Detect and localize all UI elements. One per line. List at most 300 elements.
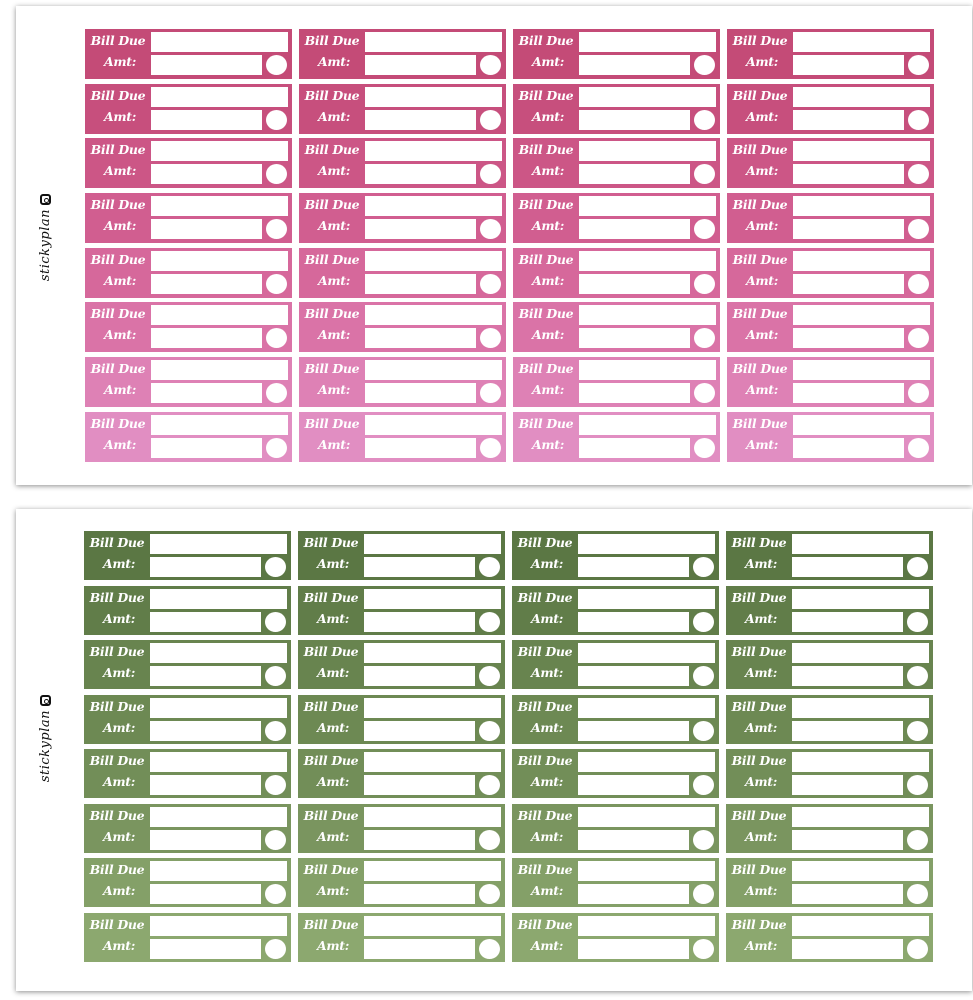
amount-label: Amt: [102, 719, 136, 735]
bill-due-label: Bill Due [90, 415, 146, 431]
paid-checkbox-circle [908, 274, 929, 294]
bill-due-sticker [513, 248, 720, 298]
paid-checkbox-circle [693, 612, 714, 632]
amount-label: Amt: [531, 382, 565, 398]
bill-due-label: Bill Due [89, 535, 145, 550]
paid-checkbox-circle [694, 274, 715, 294]
bill-due-blank [150, 807, 287, 827]
bill-due-blank [365, 32, 502, 52]
bill-due-blank [793, 87, 930, 107]
paid-checkbox-circle [480, 110, 501, 130]
amount-label: Amt: [744, 719, 778, 735]
amount-blank [364, 666, 475, 686]
amount-label: Amt: [317, 327, 351, 343]
bill-due-blank [365, 415, 502, 435]
amount-blank [579, 274, 690, 294]
bill-due-blank [578, 698, 715, 718]
bill-due-sticker [727, 412, 934, 462]
bill-due-sticker [726, 858, 933, 907]
amount-blank [792, 775, 903, 795]
bill-due-label: Bill Due [304, 361, 360, 377]
paid-checkbox-circle [694, 383, 715, 403]
paid-checkbox-circle [907, 721, 928, 741]
bill-due-label: Bill Due [731, 753, 787, 768]
amount-blank [579, 110, 690, 130]
bill-due-label: Bill Due [304, 197, 360, 213]
bill-due-label: Bill Due [304, 415, 360, 431]
amount-label: Amt: [317, 54, 351, 69]
paid-checkbox-circle [908, 110, 929, 130]
bill-due-label: Bill Due [732, 197, 788, 213]
bill-due-label: Bill Due [518, 361, 574, 377]
amount-label: Amt: [102, 937, 136, 953]
amount-label: Amt: [317, 163, 351, 179]
bill-due-label: Bill Due [732, 142, 788, 158]
amount-label: Amt: [102, 828, 136, 844]
amount-blank [151, 110, 262, 130]
amount-label: Amt: [745, 163, 779, 179]
bill-due-sticker [727, 302, 934, 352]
amount-blank [364, 830, 475, 850]
bill-due-blank [578, 643, 715, 663]
bill-due-label: Bill Due [89, 862, 145, 877]
bill-due-label: Bill Due [303, 535, 359, 550]
bill-due-label: Bill Due [518, 306, 574, 322]
bill-due-blank [150, 534, 287, 554]
paid-checkbox-circle [694, 55, 715, 75]
bill-due-sticker [84, 804, 291, 853]
amount-blank [151, 274, 262, 294]
bill-due-blank [364, 534, 501, 554]
bill-due-blank [792, 643, 929, 663]
bill-due-sticker [726, 913, 933, 962]
bill-due-sticker [85, 138, 292, 188]
amount-blank [578, 557, 689, 577]
bill-due-label: Bill Due [517, 807, 573, 823]
bill-due-blank [792, 807, 929, 827]
amount-label: Amt: [745, 382, 779, 398]
bill-due-label: Bill Due [517, 535, 573, 550]
amount-label: Amt: [102, 556, 136, 571]
bill-due-label: Bill Due [732, 361, 788, 377]
paid-checkbox-circle [694, 110, 715, 130]
bill-due-label: Bill Due [517, 644, 573, 659]
bill-due-sticker [727, 357, 934, 407]
sticker-grid [85, 29, 934, 462]
amount-label: Amt: [531, 54, 565, 69]
paid-checkbox-circle [479, 612, 500, 632]
bill-due-blank [578, 534, 715, 554]
bill-due-sticker [727, 193, 934, 243]
paid-checkbox-circle [480, 438, 501, 458]
bill-due-sticker [513, 302, 720, 352]
amount-blank [792, 666, 903, 686]
bill-due-blank [150, 752, 287, 772]
bill-due-sticker [727, 29, 934, 79]
brand-logo [34, 194, 56, 281]
amount-blank [578, 775, 689, 795]
bill-due-blank [364, 643, 501, 663]
amount-label: Amt: [531, 108, 565, 124]
amount-blank [150, 830, 261, 850]
bill-due-sticker [299, 138, 506, 188]
bill-due-sticker [726, 531, 933, 580]
bill-due-label: Bill Due [731, 535, 787, 550]
bill-due-sticker [512, 640, 719, 689]
paid-checkbox-circle [479, 666, 500, 686]
bill-due-sticker [299, 302, 506, 352]
amount-blank [365, 164, 476, 184]
bill-due-sticker [512, 586, 719, 635]
bill-due-label: Bill Due [89, 698, 145, 714]
bill-due-label: Bill Due [304, 142, 360, 158]
bill-due-blank [364, 752, 501, 772]
bill-due-sticker [513, 412, 720, 462]
bill-due-sticker [84, 640, 291, 689]
amount-label: Amt: [531, 327, 565, 343]
paid-checkbox-circle [907, 612, 928, 632]
bill-due-label: Bill Due [90, 306, 146, 322]
bill-due-sticker [298, 913, 505, 962]
bill-due-blank [578, 807, 715, 827]
bill-due-label: Bill Due [90, 251, 146, 267]
bill-due-sticker [298, 749, 505, 798]
instagram-icon [40, 194, 51, 205]
bill-due-blank [579, 87, 716, 107]
bill-due-blank [365, 141, 502, 161]
bill-due-blank [150, 589, 287, 609]
brand-name: stickyplan [37, 710, 53, 783]
bill-due-blank [793, 196, 930, 216]
bill-due-blank [150, 861, 287, 881]
bill-due-label: Bill Due [89, 753, 145, 768]
bill-due-sticker [512, 858, 719, 907]
amount-blank [579, 328, 690, 348]
bill-due-label: Bill Due [732, 33, 788, 48]
amount-label: Amt: [317, 218, 351, 234]
bill-due-label: Bill Due [731, 916, 787, 932]
paid-checkbox-circle [693, 830, 714, 850]
paid-checkbox-circle [693, 721, 714, 741]
bill-due-label: Bill Due [303, 862, 359, 877]
paid-checkbox-circle [908, 438, 929, 458]
paid-checkbox-circle [265, 775, 286, 795]
bill-due-label: Bill Due [303, 916, 359, 932]
amount-blank [792, 721, 903, 741]
bill-due-blank [364, 807, 501, 827]
amount-blank [151, 383, 262, 403]
amount-label: Amt: [103, 163, 137, 179]
bill-due-blank [792, 534, 929, 554]
bill-due-label: Bill Due [517, 862, 573, 877]
bill-due-sticker [299, 193, 506, 243]
paid-checkbox-circle [908, 164, 929, 184]
bill-due-sticker [513, 29, 720, 79]
paid-checkbox-circle [265, 721, 286, 741]
paid-checkbox-circle [694, 438, 715, 458]
bill-due-blank [793, 415, 930, 435]
bill-due-blank [793, 251, 930, 271]
amount-blank [793, 438, 904, 458]
bill-due-blank [151, 141, 288, 161]
amount-blank [150, 612, 261, 632]
bill-due-label: Bill Due [517, 589, 573, 605]
bill-due-blank [579, 141, 716, 161]
amount-label: Amt: [530, 828, 564, 844]
paid-checkbox-circle [693, 666, 714, 686]
bill-due-sticker [84, 586, 291, 635]
amount-label: Amt: [744, 665, 778, 680]
paid-checkbox-circle [480, 55, 501, 75]
amount-blank [364, 939, 475, 959]
bill-due-blank [578, 752, 715, 772]
amount-label: Amt: [103, 327, 137, 343]
amount-blank [150, 721, 261, 741]
amount-blank [792, 884, 903, 904]
bill-due-blank [364, 861, 501, 881]
bill-due-label: Bill Due [518, 142, 574, 158]
bill-due-blank [364, 916, 501, 936]
bill-due-sticker [512, 531, 719, 580]
paid-checkbox-circle [480, 383, 501, 403]
bill-due-label: Bill Due [731, 589, 787, 605]
bill-due-sticker [726, 749, 933, 798]
paid-checkbox-circle [266, 219, 287, 239]
paid-checkbox-circle [693, 939, 714, 959]
paid-checkbox-circle [480, 328, 501, 348]
bill-due-label: Bill Due [90, 87, 146, 103]
amount-blank [578, 612, 689, 632]
paid-checkbox-circle [479, 557, 500, 577]
amount-blank [578, 666, 689, 686]
bill-due-label: Bill Due [518, 415, 574, 431]
bill-due-blank [365, 196, 502, 216]
bill-due-blank [579, 32, 716, 52]
bill-due-sticker [84, 749, 291, 798]
amount-blank [365, 55, 476, 75]
bill-due-sticker [299, 412, 506, 462]
bill-due-blank [578, 861, 715, 881]
paid-checkbox-circle [694, 164, 715, 184]
paid-checkbox-circle [479, 939, 500, 959]
bill-due-blank [151, 32, 288, 52]
sticker-grid [84, 531, 933, 962]
bill-due-label: Bill Due [732, 415, 788, 431]
amount-label: Amt: [103, 54, 137, 69]
bill-due-label: Bill Due [731, 644, 787, 659]
bill-due-sticker [513, 138, 720, 188]
amount-label: Amt: [103, 272, 137, 288]
bill-due-label: Bill Due [303, 589, 359, 605]
amount-label: Amt: [531, 436, 565, 452]
bill-due-label: Bill Due [303, 644, 359, 659]
paid-checkbox-circle [266, 328, 287, 348]
bill-due-sticker [513, 357, 720, 407]
amount-blank [151, 164, 262, 184]
paid-checkbox-circle [266, 438, 287, 458]
amount-blank [793, 328, 904, 348]
bill-due-label: Bill Due [90, 142, 146, 158]
paid-checkbox-circle [693, 775, 714, 795]
amount-blank [579, 55, 690, 75]
amount-label: Amt: [531, 218, 565, 234]
bill-due-label: Bill Due [517, 753, 573, 768]
bill-due-blank [793, 32, 930, 52]
bill-due-sticker [85, 193, 292, 243]
bill-due-sticker [85, 29, 292, 79]
bill-due-blank [364, 589, 501, 609]
paid-checkbox-circle [480, 219, 501, 239]
bill-due-blank [793, 141, 930, 161]
amount-label: Amt: [317, 272, 351, 288]
brand-name: stickyplan [37, 209, 53, 282]
amount-blank [365, 383, 476, 403]
amount-label: Amt: [530, 665, 564, 680]
bill-due-blank [150, 643, 287, 663]
amount-blank [578, 721, 689, 741]
bill-due-label: Bill Due [303, 807, 359, 823]
bill-due-blank [151, 415, 288, 435]
amount-label: Amt: [102, 665, 136, 680]
bill-due-sticker [298, 858, 505, 907]
bill-due-sticker [299, 357, 506, 407]
bill-due-sticker [298, 695, 505, 744]
bill-due-blank [578, 589, 715, 609]
bill-due-sticker [84, 695, 291, 744]
bill-due-blank [579, 360, 716, 380]
amount-blank [364, 557, 475, 577]
amount-label: Amt: [745, 327, 779, 343]
amount-label: Amt: [745, 436, 779, 452]
bill-due-sticker [85, 357, 292, 407]
amount-blank [364, 612, 475, 632]
amount-label: Amt: [316, 719, 350, 735]
amount-blank [793, 55, 904, 75]
bill-due-label: Bill Due [89, 916, 145, 932]
bill-due-label: Bill Due [89, 589, 145, 605]
amount-label: Amt: [745, 218, 779, 234]
paid-checkbox-circle [479, 721, 500, 741]
amount-blank [792, 557, 903, 577]
amount-label: Amt: [317, 108, 351, 124]
bill-due-blank [578, 916, 715, 936]
amount-blank [365, 328, 476, 348]
paid-checkbox-circle [265, 939, 286, 959]
bill-due-blank [365, 360, 502, 380]
bill-due-sticker [726, 804, 933, 853]
amount-label: Amt: [530, 719, 564, 735]
bill-due-label: Bill Due [304, 251, 360, 267]
amount-label: Amt: [103, 382, 137, 398]
amount-blank [793, 383, 904, 403]
bill-due-blank [365, 305, 502, 325]
amount-label: Amt: [744, 828, 778, 844]
amount-label: Amt: [530, 556, 564, 571]
amount-blank [151, 219, 262, 239]
bill-due-label: Bill Due [304, 306, 360, 322]
amount-blank [579, 383, 690, 403]
bill-due-label: Bill Due [90, 361, 146, 377]
amount-blank [365, 438, 476, 458]
amount-label: Amt: [316, 665, 350, 680]
amount-label: Amt: [744, 774, 778, 789]
paid-checkbox-circle [693, 884, 714, 904]
paid-checkbox-circle [265, 666, 286, 686]
amount-blank [365, 110, 476, 130]
bill-due-label: Bill Due [518, 87, 574, 103]
amount-blank [578, 830, 689, 850]
amount-blank [150, 939, 261, 959]
bill-due-blank [792, 916, 929, 936]
amount-label: Amt: [316, 883, 350, 898]
amount-blank [365, 219, 476, 239]
bill-due-label: Bill Due [517, 916, 573, 932]
bill-due-label: Bill Due [731, 698, 787, 714]
amount-blank [792, 612, 903, 632]
amount-blank [793, 274, 904, 294]
paid-checkbox-circle [266, 110, 287, 130]
paid-checkbox-circle [479, 884, 500, 904]
bill-due-sticker [726, 586, 933, 635]
paid-checkbox-circle [908, 55, 929, 75]
paid-checkbox-circle [266, 55, 287, 75]
paid-checkbox-circle [694, 219, 715, 239]
bill-due-label: Bill Due [90, 33, 146, 48]
bill-due-sticker [726, 695, 933, 744]
paid-checkbox-circle [480, 274, 501, 294]
bill-due-sticker [727, 138, 934, 188]
bill-due-label: Bill Due [731, 862, 787, 877]
bill-due-sticker [84, 531, 291, 580]
amount-blank [151, 328, 262, 348]
paid-checkbox-circle [266, 274, 287, 294]
amount-blank [151, 55, 262, 75]
amount-blank [364, 884, 475, 904]
amount-blank [150, 557, 261, 577]
bill-due-blank [792, 589, 929, 609]
bill-due-blank [364, 698, 501, 718]
paid-checkbox-circle [265, 884, 286, 904]
paid-checkbox-circle [907, 775, 928, 795]
bill-due-sticker [85, 248, 292, 298]
bill-due-label: Bill Due [732, 251, 788, 267]
amount-label: Amt: [745, 54, 779, 69]
bill-due-label: Bill Due [732, 306, 788, 322]
paid-checkbox-circle [907, 666, 928, 686]
bill-due-label: Bill Due [518, 197, 574, 213]
bill-due-label: Bill Due [517, 698, 573, 714]
bill-due-blank [151, 305, 288, 325]
bill-due-sticker [298, 804, 505, 853]
bill-due-blank [365, 87, 502, 107]
paid-checkbox-circle [907, 939, 928, 959]
amount-label: Amt: [317, 382, 351, 398]
bill-due-label: Bill Due [303, 698, 359, 714]
bill-due-sticker [513, 84, 720, 134]
bill-due-sticker [85, 302, 292, 352]
amount-label: Amt: [102, 774, 136, 789]
bill-due-blank [151, 87, 288, 107]
bill-due-sticker [84, 913, 291, 962]
bill-due-blank [151, 251, 288, 271]
bill-due-sticker [727, 248, 934, 298]
bill-due-label: Bill Due [89, 807, 145, 823]
amount-blank [579, 438, 690, 458]
bill-due-blank [151, 196, 288, 216]
amount-label: Amt: [102, 883, 136, 898]
paid-checkbox-circle [907, 884, 928, 904]
paid-checkbox-circle [908, 383, 929, 403]
